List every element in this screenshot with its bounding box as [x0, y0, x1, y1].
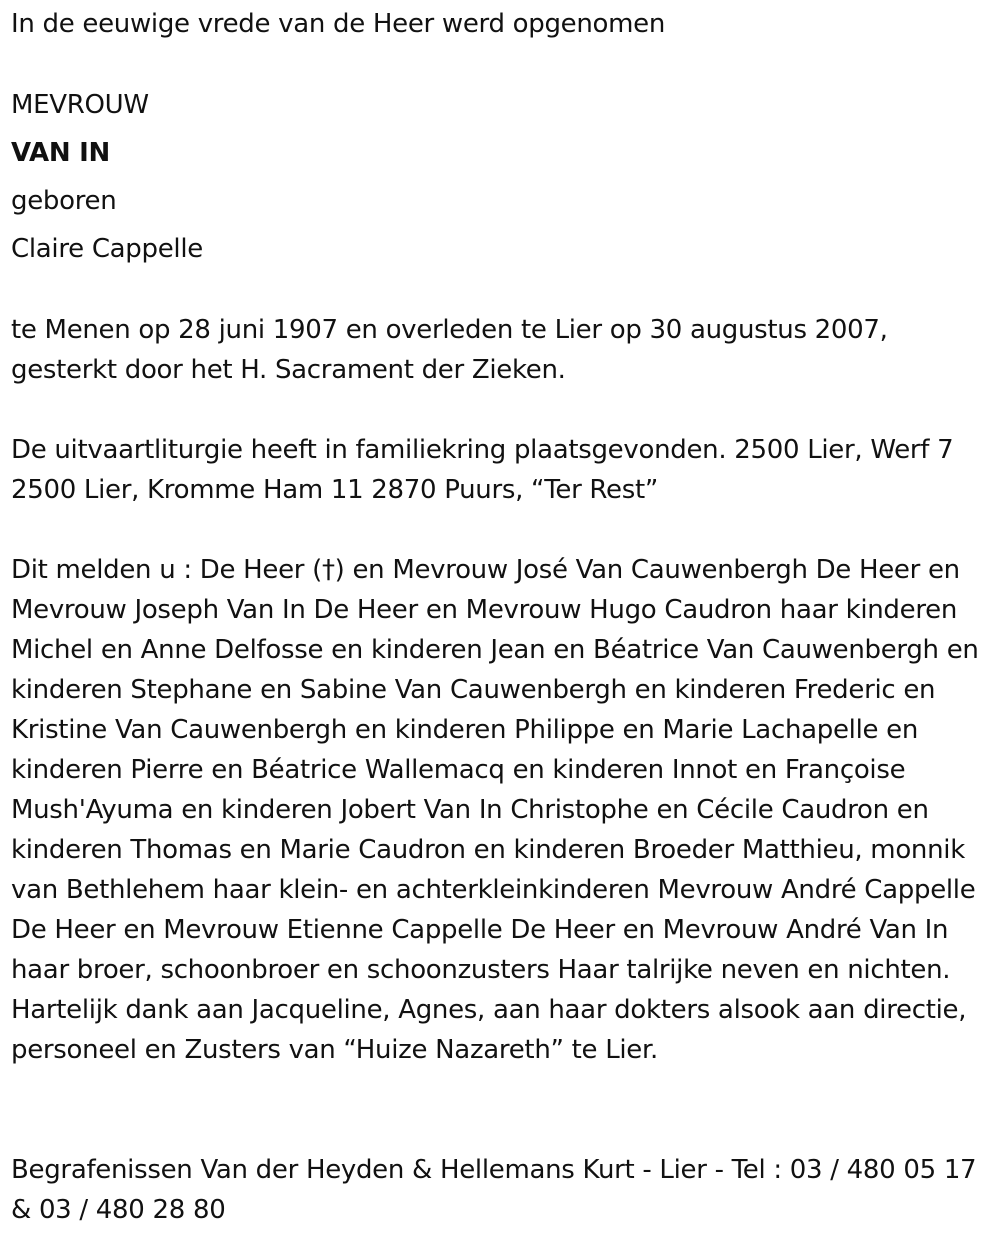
maiden-name: Claire Cappelle	[11, 234, 203, 264]
birth-death-paragraph: te Menen op 28 juni 1907 en overleden te Lier op 30 augustus 2007, gesterkt door het H. Sacrament der Zieken.	[11, 315, 888, 385]
undertaker-paragraph: Begrafenissen Van der Heyden & Hellemans Kurt - Lier - Tel : 03 / 480 05 17 & 03 / 480 28 80	[11, 1155, 977, 1225]
family-paragraph: Dit melden u : De Heer (†) en Mevrouw José Van Cauwenbergh De Heer en Mevrouw Joseph Van In De Heer en Mevrouw Hugo Caudron haar kinderen Michel en Anne Delfosse en kinderen Jean en Béatrice Van Cauwenbergh en kinderen Stephane en Sabine Van Cauwenbergh en kinderen Frederic en Kristine Van Cauwenbergh en kinderen Philippe en Marie Lachapelle en kinderen Pierre en Béatrice Wallemacq en kinderen Innot en Françoise Mush'Ayuma en kinderen Jobert Van In Christophe en Cécile Caudron en kinderen Thomas en Marie Caudron en kinderen Broeder Matthieu, monnik van Bethlehem haar klein- en achterkleinkinderen Mevrouw André Cappelle De Heer en Mevrouw Etienne Cappelle De Heer en Mevrouw André Van In haar broer, schoonbroer en schoonzusters Haar talrijke neven en nichten. Hartelijk dank aan Jacqueline, Agnes, aan haar dokters alsook aan directie, personeel en Zusters van “Huize Nazareth” te Lier.	[11, 555, 979, 1065]
surname-text: VAN IN	[11, 138, 110, 168]
born-label: geboren	[11, 186, 117, 216]
title-text: MEVROUW	[11, 90, 149, 120]
intro-text: In de eeuwige vrede van de Heer werd opgenomen	[11, 9, 666, 39]
funeral-paragraph: De uitvaartliturgie heeft in familiekring plaatsgevonden. 2500 Lier, Werf 7 2500 Lier, Kromme Ham 11 2870 Puurs, “Ter Rest”	[11, 435, 954, 505]
